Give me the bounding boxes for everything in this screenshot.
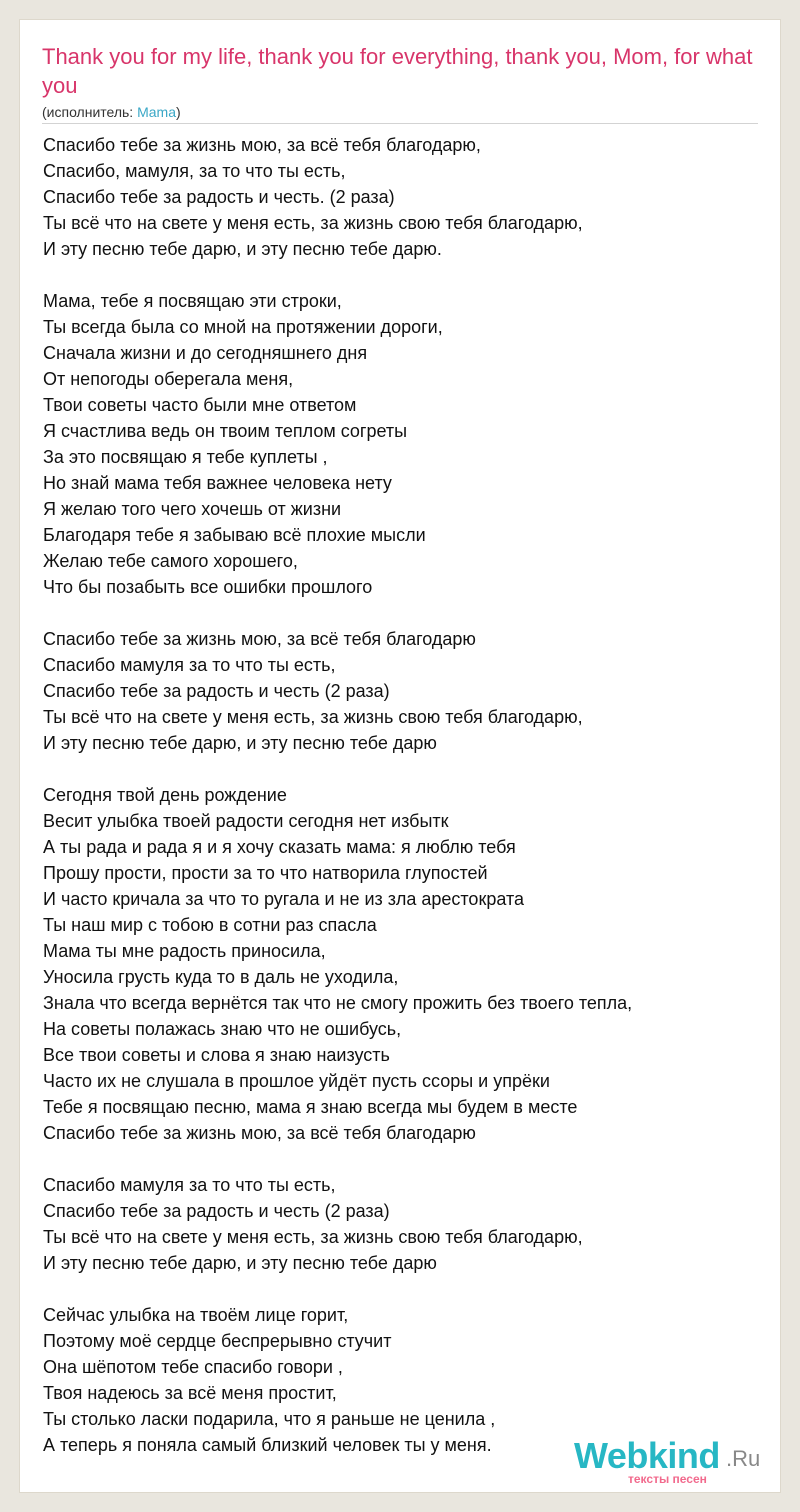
lyric-line: Спасибо тебе за жизнь мою, за всё тебя благодарю, bbox=[43, 135, 481, 155]
logo-tagline: тексты песен bbox=[628, 1472, 707, 1486]
lyric-line: И эту песню тебе дарю, и эту песню тебе дарю bbox=[43, 1253, 437, 1273]
artist-prefix: (исполнитель: bbox=[42, 104, 138, 120]
lyric-line: Поэтому моё сердце беспрерывно стучит bbox=[43, 1331, 392, 1351]
lyric-line: Весит улыбка твоей радости сегодня нет избытк bbox=[43, 811, 449, 831]
lyric-line: Сейчас улыбка на твоём лице горит, bbox=[43, 1305, 349, 1325]
lyric-line: От непогоды оберегала меня, bbox=[43, 369, 294, 389]
lyric-line: За это посвящаю я тебе куплеты , bbox=[43, 447, 328, 467]
lyric-line: Спасибо тебе за радость и честь (2 раза) bbox=[43, 681, 390, 701]
lyric-line: Спасибо мамуля за то что ты есть, bbox=[43, 1175, 336, 1195]
lyric-line: Спасибо тебе за жизнь мою, за всё тебя благодарю bbox=[43, 629, 476, 649]
lyric-line: Благодаря тебе я забываю всё плохие мысли bbox=[43, 525, 426, 545]
lyric-line: Все твои советы и слова я знаю наизусть bbox=[43, 1045, 390, 1065]
lyric-line: Твои советы часто были мне ответом bbox=[43, 395, 357, 415]
lyrics-stanza bbox=[43, 782, 763, 1146]
lyric-line: Спасибо, мамуля, за то что ты есть, bbox=[43, 161, 346, 181]
artist-suffix: ) bbox=[176, 104, 181, 120]
lyric-line: Спасибо тебе за радость и честь. (2 раза) bbox=[43, 187, 395, 207]
lyric-line: Спасибо тебе за радость и честь (2 раза) bbox=[43, 1201, 390, 1221]
divider bbox=[42, 123, 758, 124]
lyric-line: И эту песню тебе дарю, и эту песню тебе дарю. bbox=[43, 239, 442, 259]
lyric-line: Прошу прости, прости за то что натворила глупостей bbox=[43, 863, 488, 883]
lyrics-page bbox=[20, 20, 780, 1492]
lyric-line: Ты всё что на свете у меня есть, за жизнь свою тебя благодарю, bbox=[43, 1227, 583, 1247]
lyric-line: Но знай мама тебя важнее человека нету bbox=[43, 473, 392, 493]
lyrics-stanza bbox=[43, 1172, 763, 1276]
artist-link[interactable]: Mama bbox=[137, 104, 176, 120]
lyric-line: Спасибо тебе за жизнь мою, за всё тебя благодарю bbox=[43, 1123, 476, 1143]
lyrics-text bbox=[43, 132, 763, 1484]
lyric-line: И часто кричала за что то ругала и не из зла арестократа bbox=[43, 889, 524, 909]
lyric-line: И эту песню тебе дарю, и эту песню тебе дарю bbox=[43, 733, 437, 753]
lyrics-stanza bbox=[43, 626, 763, 756]
lyric-line: А ты рада и рада я и я хочу сказать мама: я люблю тебя bbox=[43, 837, 516, 857]
logo-tld: .Ru bbox=[726, 1446, 761, 1471]
lyric-line: А теперь я поняла самый близкий человек ты у меня. bbox=[43, 1435, 492, 1455]
lyric-line: Ты всё что на свете у меня есть, за жизнь свою тебя благодарю, bbox=[43, 707, 583, 727]
lyric-line: Она шёпотом тебе спасибо говори , bbox=[43, 1357, 343, 1377]
lyric-line: Спасибо мамуля за то что ты есть, bbox=[43, 655, 336, 675]
lyric-line: Ты столько ласки подарила, что я раньше не ценила , bbox=[43, 1409, 496, 1429]
song-title: Thank you for my life, thank you for everything, thank you, Mom, for what you bbox=[42, 44, 753, 98]
lyric-line: Ты всегда была со мной на протяжении дороги, bbox=[43, 317, 443, 337]
lyric-line: Тебе я посвящаю песню, мама я знаю всегда мы будем в месте bbox=[43, 1097, 578, 1117]
lyric-line: Сегодня твой день рождение bbox=[43, 785, 287, 805]
lyric-line: На советы полажась знаю что не ошибусь, bbox=[43, 1019, 402, 1039]
lyric-line: Знала что всегда вернётся так что не смогу прожить без твоего тепла, bbox=[43, 993, 633, 1013]
lyric-line: Что бы позабыть все ошибки прошлого bbox=[43, 577, 373, 597]
lyrics-stanza bbox=[43, 288, 763, 600]
lyric-line: Мама, тебе я посвящаю эти строки, bbox=[43, 291, 342, 311]
lyric-line: Я желаю того чего хочешь от жизни bbox=[43, 499, 342, 519]
artist-line bbox=[42, 102, 181, 122]
lyric-line: Сначала жизни и до сегодняшнего дня bbox=[43, 343, 368, 363]
lyric-line: Ты наш мир с тобою в сотни раз спасла bbox=[43, 915, 377, 935]
webkind-logo bbox=[574, 1436, 770, 1488]
lyric-line: Желаю тебе самого хорошего, bbox=[43, 551, 298, 571]
lyric-line: Мама ты мне радость приносила, bbox=[43, 941, 326, 961]
lyric-line: Я счастлива ведь он твоим теплом согреты bbox=[43, 421, 408, 441]
lyric-line: Уносила грусть куда то в даль не уходила, bbox=[43, 967, 399, 987]
lyric-line: Часто их не слушала в прошлое уйдёт пусть ссоры и упрёки bbox=[43, 1071, 550, 1091]
logo-brand: Webkind bbox=[574, 1435, 720, 1476]
lyrics-stanza bbox=[43, 132, 763, 262]
lyric-line: Твоя надеюсь за всё меня простит, bbox=[43, 1383, 337, 1403]
lyric-line: Ты всё что на свете у меня есть, за жизнь свою тебя благодарю, bbox=[43, 213, 583, 233]
